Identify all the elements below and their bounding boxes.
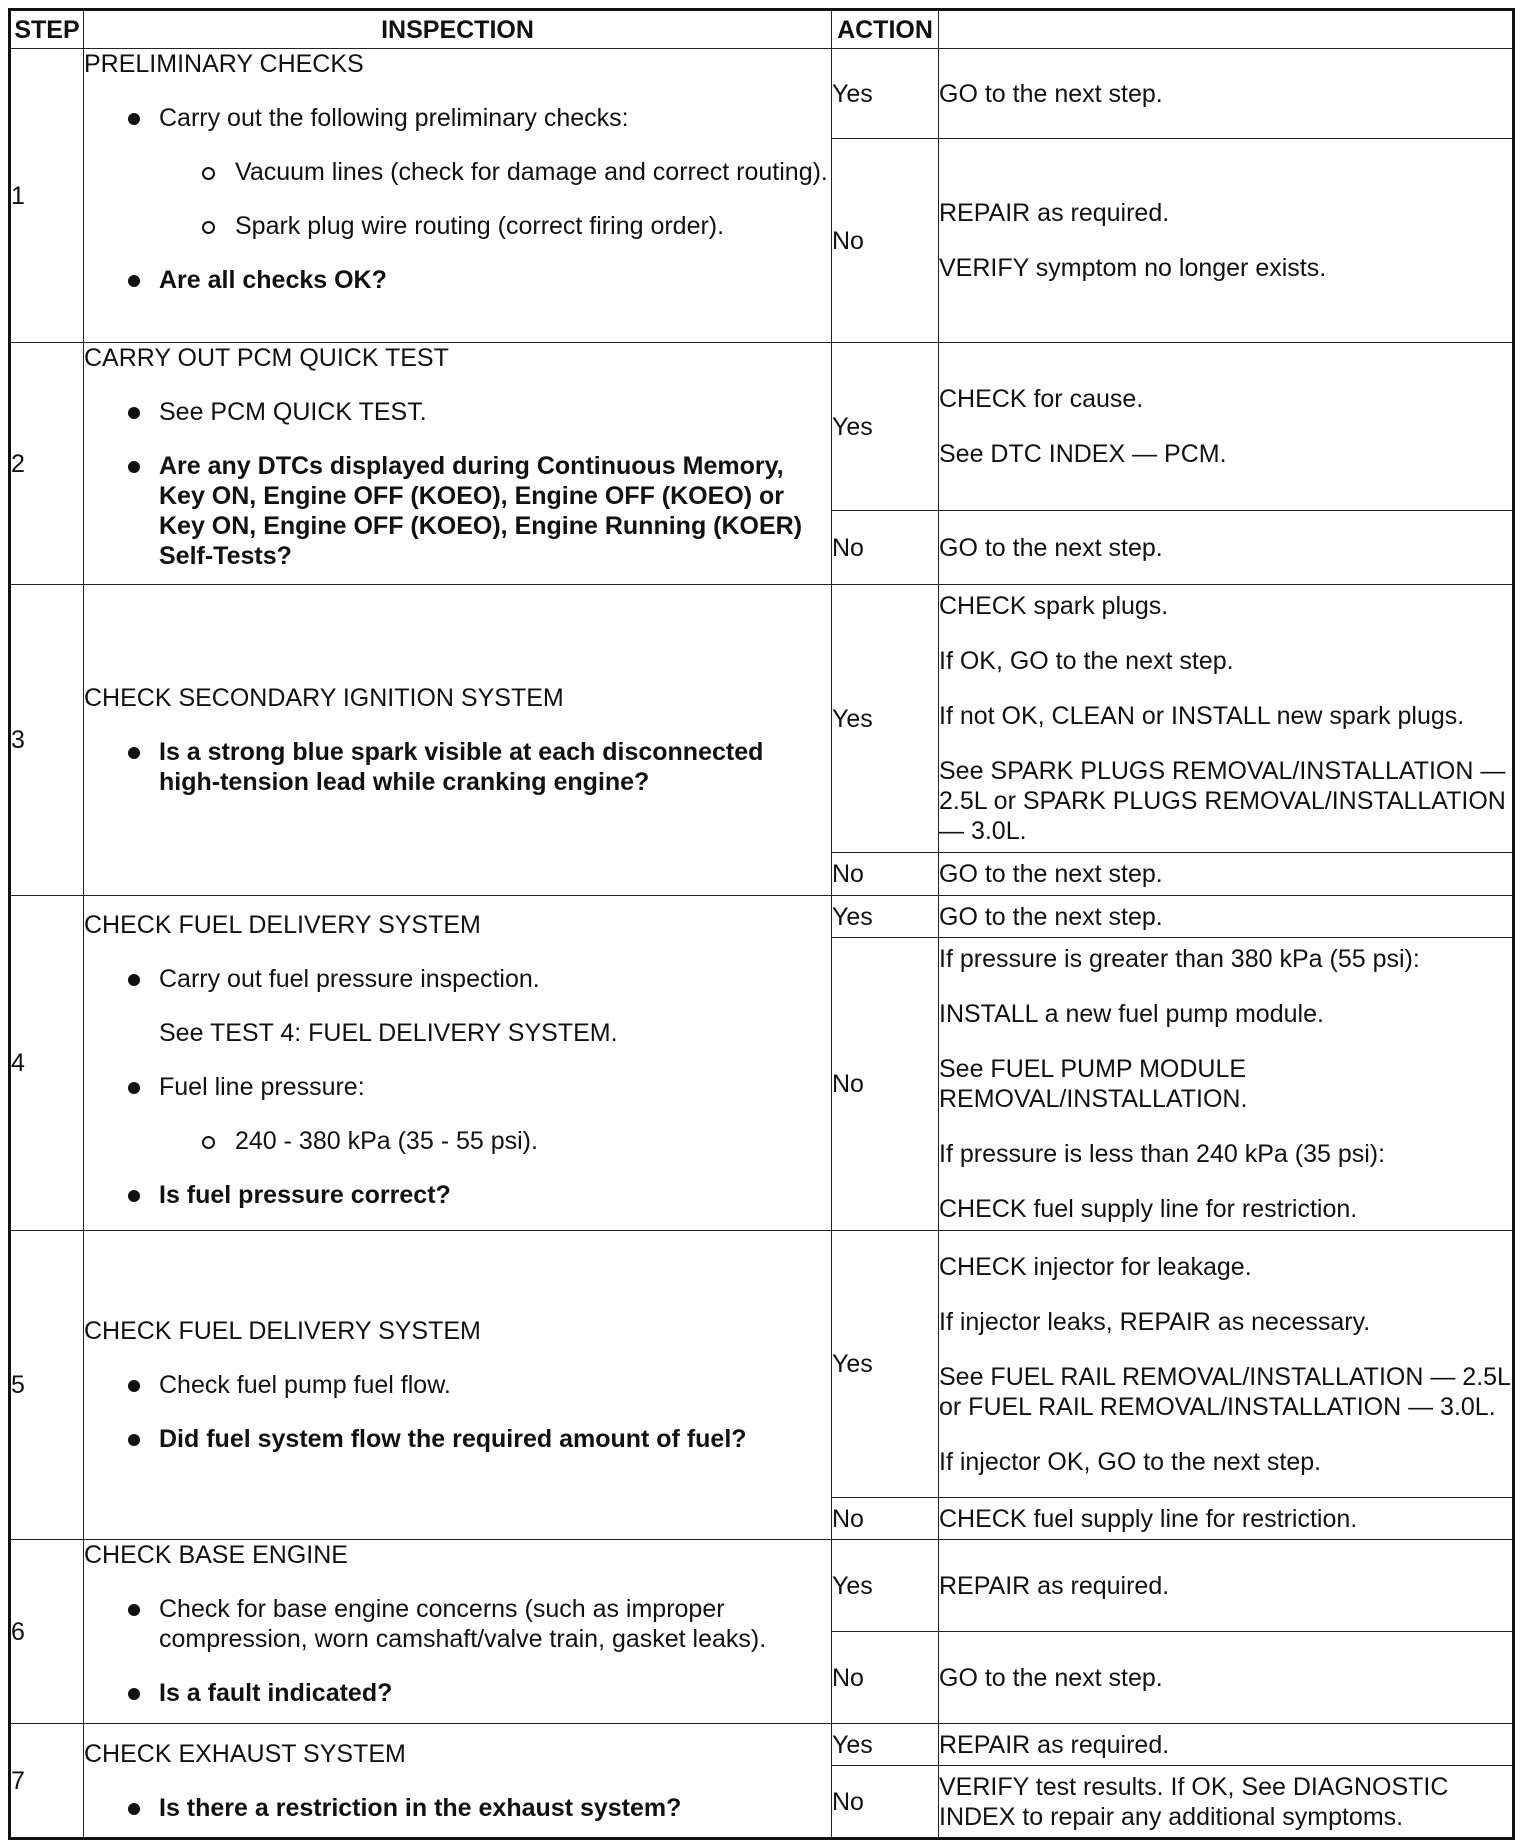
question: Is fuel pressure correct? [84,1180,831,1210]
inspection-cell [84,49,832,343]
action-no: No [832,511,939,585]
result-line: GO to the next step. [939,860,1163,888]
header-inspection: INSPECTION [84,10,832,49]
result-no [939,938,1514,1231]
result-line: CHECK fuel supply line for restriction. [939,1195,1358,1223]
step-1-yes-row [10,49,1514,139]
sub-bullet-item: Spark plug wire routing (correct firing order). [84,211,831,241]
result-line: GO to the next step. [939,79,1163,108]
step-number: 5 [10,1231,84,1540]
result-yes [939,49,1514,139]
bullet-item: Carry out fuel pressure inspection. [84,964,831,994]
result-no [939,511,1514,585]
inspection-cell [84,1724,832,1839]
result-yes [939,1231,1514,1498]
question: Did fuel system flow the required amount of fuel? [84,1424,831,1454]
inspection-cell [84,1231,832,1540]
result-line: VERIFY test results. If OK, See DIAGNOSTIC INDEX to repair any additional symptoms. [939,1772,1449,1831]
step-number: 3 [10,585,84,896]
result-yes [939,1724,1514,1766]
inspection-cell [84,585,832,896]
result-no [939,139,1514,343]
result-line: See FUEL PUMP MODULE REMOVAL/INSTALLATION. [939,1055,1248,1113]
header-result [939,10,1514,49]
result-no [939,1498,1514,1540]
action-no: No [832,139,939,343]
question: Is a strong blue spark visible at each disconnected high-tension lead while cranking engine? [84,737,831,797]
result-line: If injector OK, GO to the next step. [939,1447,1322,1476]
result-line: GO to the next step. [939,533,1163,562]
step-4-yes-row [10,896,1514,938]
step-title: CARRY OUT PCM QUICK TEST [84,344,449,372]
result-yes [939,343,1514,511]
step-number: 6 [10,1540,84,1724]
inspection-cell [84,896,832,1231]
result-line: If not OK, CLEAN or INSTALL new spark plugs. [939,702,1465,730]
step-3-yes-row [10,585,1514,853]
diagnostic-table [8,8,1515,1840]
header-row [10,10,1514,49]
step-title: CHECK FUEL DELIVERY SYSTEM [84,911,481,939]
action-yes: Yes [832,1724,939,1766]
result-yes [939,585,1514,853]
result-line: GO to the next step. [939,1663,1163,1692]
action-no: No [832,938,939,1231]
question: Are any DTCs displayed during Continuous Memory, Key ON, Engine OFF (KOEO), Engine OFF (KOEO) or Key ON, Engine OFF (KOEO), Engine Running (KOER) Self-Tests? [84,451,831,571]
result-no [939,1766,1514,1839]
diagnostic-document [8,8,1515,1840]
step-7-yes-row [10,1724,1514,1766]
question: Are all checks OK? [84,265,831,295]
inspection-cell [84,343,832,585]
action-yes: Yes [832,49,939,139]
header-step: STEP [10,10,84,49]
sub-bullet-item: 240 - 380 kPa (35 - 55 psi). [84,1126,831,1156]
action-no: No [832,1632,939,1724]
action-yes: Yes [832,585,939,853]
question: Is a fault indicated? [84,1678,831,1708]
inspection-cell [84,1540,832,1724]
result-line: CHECK injector for leakage. [939,1252,1252,1281]
step-title: CHECK BASE ENGINE [84,1541,348,1569]
result-line: See FUEL RAIL REMOVAL/INSTALLATION — 2.5L or FUEL RAIL REMOVAL/INSTALLATION — 3.0L. [939,1362,1511,1421]
result-line: CHECK fuel supply line for restriction. [939,1504,1358,1533]
bullet-item: Fuel line pressure: [84,1072,831,1102]
step-title: PRELIMINARY CHECKS [84,50,364,78]
result-line: REPAIR as required. [939,1571,1170,1600]
action-no: No [832,1766,939,1839]
action-no: No [832,853,939,896]
step-5-yes-row [10,1231,1514,1498]
result-no [939,853,1514,896]
step-number: 4 [10,896,84,1231]
bullet-item: Check fuel pump fuel flow. [84,1370,831,1400]
result-line: INSTALL a new fuel pump module. [939,1000,1324,1028]
result-line: See SPARK PLUGS REMOVAL/INSTALLATION — 2.5L or SPARK PLUGS REMOVAL/INSTALLATION — 3.0L. [939,757,1506,845]
action-yes: Yes [832,343,939,511]
result-yes [939,896,1514,938]
result-line: If injector leaks, REPAIR as necessary. [939,1307,1371,1336]
result-line: If pressure is less than 240 kPa (35 psi): [939,1140,1386,1168]
bullet-item: Check for base engine concerns (such as improper compression, worn camshaft/valve train, gasket leaks). [84,1594,831,1654]
step-title: CHECK EXHAUST SYSTEM [84,1739,406,1768]
step-title: CHECK FUEL DELIVERY SYSTEM [84,1317,481,1345]
step-number: 1 [10,49,84,343]
bullet-item: See PCM QUICK TEST. [84,397,831,427]
result-line: If OK, GO to the next step. [939,647,1234,675]
step-2-yes-row [10,343,1514,511]
result-line: CHECK for cause. [939,385,1144,413]
result-line: VERIFY symptom no longer exists. [939,254,1327,282]
action-yes: Yes [832,1540,939,1632]
result-line: REPAIR as required. [939,199,1170,227]
result-line: If pressure is greater than 380 kPa (55 psi): [939,945,1420,973]
action-yes: Yes [832,1231,939,1498]
step-title: CHECK SECONDARY IGNITION SYSTEM [84,684,564,712]
action-no: No [832,1498,939,1540]
bullet-item: Carry out the following preliminary checks: [84,103,831,133]
header-action: ACTION [832,10,939,49]
step-number: 7 [10,1724,84,1839]
result-line: GO to the next step. [939,902,1163,931]
result-no [939,1632,1514,1724]
step-6-yes-row [10,1540,1514,1632]
question: Is there a restriction in the exhaust system? [84,1793,831,1823]
result-line: REPAIR as required. [939,1730,1170,1759]
result-line: See DTC INDEX — PCM. [939,440,1227,468]
plain-text: See TEST 4: FUEL DELIVERY SYSTEM. [159,1019,618,1047]
result-line: CHECK spark plugs. [939,592,1169,620]
step-number: 2 [10,343,84,585]
action-yes: Yes [832,896,939,938]
result-yes [939,1540,1514,1632]
sub-bullet-item: Vacuum lines (check for damage and correct routing). [84,157,831,187]
